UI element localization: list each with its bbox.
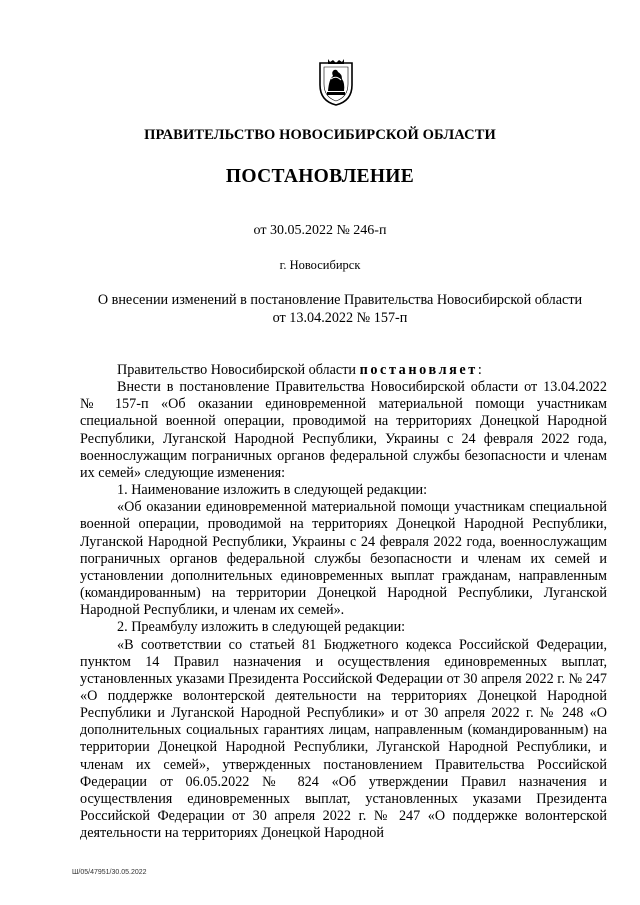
decree-intro: Правительство Новосибирской области <box>117 362 360 378</box>
date-and-number: от 30.05.2022 № 246-п <box>253 223 387 238</box>
footer-code: Ш/05/47951/30.05.2022 <box>72 869 147 876</box>
paragraph-item-1: 1. Наименование изложить в следующей редакции: <box>117 482 428 499</box>
subject-line-1: О внесении изменений в постановление Правительства Новосибирской области <box>97 292 583 308</box>
paragraph-decree <box>80 362 607 379</box>
organization-title: ПРАВИТЕЛЬСТВО НОВОСИБИРСКОЙ ОБЛАСТИ <box>144 127 496 143</box>
paragraph-item-2: 2. Преамбулу изложить в следующей редакции: <box>117 619 406 636</box>
coat-of-arms-emblem <box>316 57 356 107</box>
paragraph-amend: Внести в постановление Правительства Новосибирской области от 13.04.2022 № 157-п «Об оказании единовременной материальной помощи участникам специальной военной операции, проводимой на территориях Донецкой Народной Республики, Луганской Народной Республики, Украины с 24 февраля 2022 года, военнослужащим пограничных органов федеральной службы безопасности и членам их семей» следующие изменения: <box>80 379 607 481</box>
paragraph-preamble: «В соответствии со статьей 81 Бюджетного кодекса Российской Федерации, пунктом 14 Правил назначения и осуществления единовременных выплат, установленных указами Президента Российской Федерации от 30 апреля 2022 г. № 247 «О поддержке волонтерской деятельности на территориях Донецкой Народной Республики и Луганской Народной Республики» и от 30 апреля 2022 г. № 248 «О дополнительных социальных гарантиях лицам, направленным (командированным) на территории Донецкой Народной Республики, Луганской Народной Республики, и членам их семей», утвержденных постановлением Правительства Российской Федерации от 06.05.2022 № 824 «Об утверждении Правил назначения и осуществления единовременных выплат, установленных указами Президента Российской Федерации от 30 апреля 2022 г. № 247 «О поддержке волонтерской деятельности на территориях Донецкой Народной <box>80 636 607 842</box>
document-type-title: ПОСТАНОВЛЕНИЕ <box>225 166 415 187</box>
paragraph-new-title: «Об оказании единовременной материальной помощи участникам специальной военной операции, проводимой на территориях Донецкой Народной Республики, Луганской Народной Республики, Украины с 24 февраля 2022 года, военнослужащим пограничных органов федеральной службы безопасности и членам их семей и установлении дополнительных единовременных выплат гражданам, направленным (командированным) на территории Донецкой Народной Республики, Луганской Народной Республики, и членам их семей». <box>80 499 607 619</box>
document-body <box>80 362 607 842</box>
city-name: г. Новосибирск <box>279 258 361 272</box>
subject-line-2: от 13.04.2022 № 157-п <box>272 310 408 326</box>
decree-word: постановляет <box>359 362 478 378</box>
document-subject <box>80 291 600 327</box>
decree-colon: : <box>477 362 482 378</box>
